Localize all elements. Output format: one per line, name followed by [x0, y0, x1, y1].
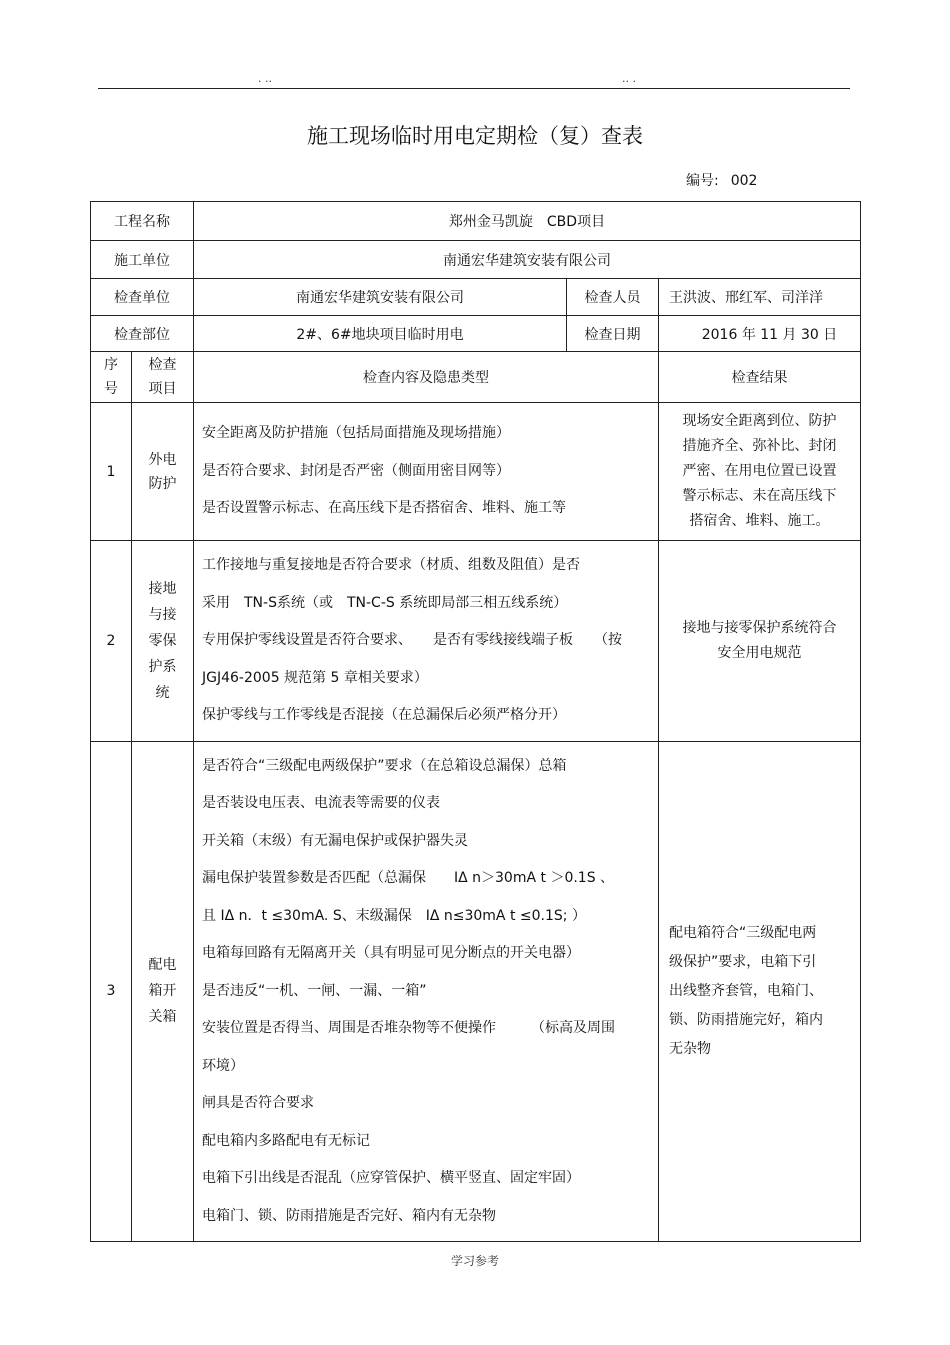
- col-header-content: 检查内容及隐患类型: [194, 352, 659, 403]
- row-number: 3: [91, 741, 132, 1242]
- date-label: 检查日期: [567, 316, 659, 352]
- inspection-table: [90, 201, 861, 1242]
- footer-text: 学习参考: [450, 1254, 499, 1268]
- document-number-label: 编号:: [686, 173, 719, 189]
- location-value: 2#、6#地块项目临时用电: [194, 316, 567, 352]
- row-number: 2: [91, 541, 132, 742]
- header-dots-left: . ..: [258, 72, 272, 85]
- inspector-unit-value: 南通宏华建筑安装有限公司: [194, 279, 567, 316]
- row-item: 接地 与接 零保 护系 统: [132, 541, 194, 742]
- inspector-label: 检查人员: [567, 279, 659, 316]
- location-label: 检查部位: [91, 316, 194, 352]
- info-row-inspector: [91, 279, 861, 316]
- table-row: [91, 403, 861, 541]
- row-item: 外电 防护: [132, 403, 194, 541]
- col-header-no: 序 号: [91, 352, 132, 403]
- row-number: 1: [91, 403, 132, 541]
- header-rule: [98, 88, 850, 89]
- col-header-result: 检查结果: [659, 352, 861, 403]
- row-result: 现场安全距离到位、防护 措施齐全、弥补比、封闭 严密、在用电位置已设置 警示标志、未在高压线下 搭宿舍、堆料、施工。: [659, 403, 861, 541]
- project-value: 郑州金马凯旋 CBD项目: [194, 202, 861, 241]
- date-value: 2016 年 11 月 30 日: [659, 316, 861, 352]
- document-number-value: 002: [730, 173, 758, 189]
- column-header-row: [91, 352, 861, 403]
- row-result: 配电箱符合“三级配电两 级保护”要求，电箱下引 出线整齐套管，电箱门、 锁、防雨措施完好，箱内 无杂物: [659, 741, 861, 1242]
- header-dots-right: .. .: [622, 72, 636, 85]
- builder-label: 施工单位: [91, 241, 194, 279]
- table-row: [91, 541, 861, 742]
- row-content: 是否符合“三级配电两级保护”要求（在总箱设总漏保）总箱 是否装设电压表、电流表等需要的仪表 开关箱（末级）有无漏电保护或保护器失灵 漏电保护装置参数是否匹配（总漏保 IΔ n＞30mA t ＞0.1S 、 且 IΔ n．t ≤30mA. S、末级漏保 IΔ n≤30mA t ≤0.1S; ） 电箱每回路有无隔离开关（具有明显可见分断点的开关电器） 是否违反“一机、一闸、一漏、一箱” 安装位置是否得当、周围是否堆杂物等不便操作 （标高及周围 环境） 闸具是否符合要求 配电箱内多路配电有无标记 电箱下引出线是否混乱（应穿管保护、横平竖直、固定牢固） 电箱门、锁、防雨措施是否完好、箱内有无杂物: [194, 741, 659, 1242]
- project-label: 工程名称: [91, 202, 194, 241]
- inspector-unit-label: 检查单位: [91, 279, 194, 316]
- row-result: 接地与接零保护系统符合 安全用电规范: [659, 541, 861, 742]
- table-row: [91, 741, 861, 1242]
- info-row-builder: [91, 241, 861, 279]
- document-number: [686, 170, 769, 190]
- page-title: 施工现场临时用电定期检（复）查表: [307, 124, 643, 148]
- inspector-value: 王洪波、邢红军、司洋洋: [659, 279, 861, 316]
- row-content: 工作接地与重复接地是否符合要求（材质、组数及阻值）是否 采用 TN-S系统（或 TN-C-S 系统即局部三相五线系统） 专用保护零线设置是否符合要求、 是否有零线接线端子板 （按 JGJ46-2005 规范第 5 章相关要求） 保护零线与工作零线是否混接（在总漏保后必须严格分开）: [194, 541, 659, 742]
- builder-value: 南通宏华建筑安装有限公司: [194, 241, 861, 279]
- col-header-item: 检查 项目: [132, 352, 194, 403]
- info-row-location: [91, 316, 861, 352]
- row-content: 安全距离及防护措施（包括局面措施及现场措施） 是否符合要求、封闭是否严密（侧面用密目网等） 是否设置警示标志、在高压线下是否搭宿舍、堆料、施工等: [194, 403, 659, 541]
- info-row-project: [91, 202, 861, 241]
- row-item: 配电 箱开 关箱: [132, 741, 194, 1242]
